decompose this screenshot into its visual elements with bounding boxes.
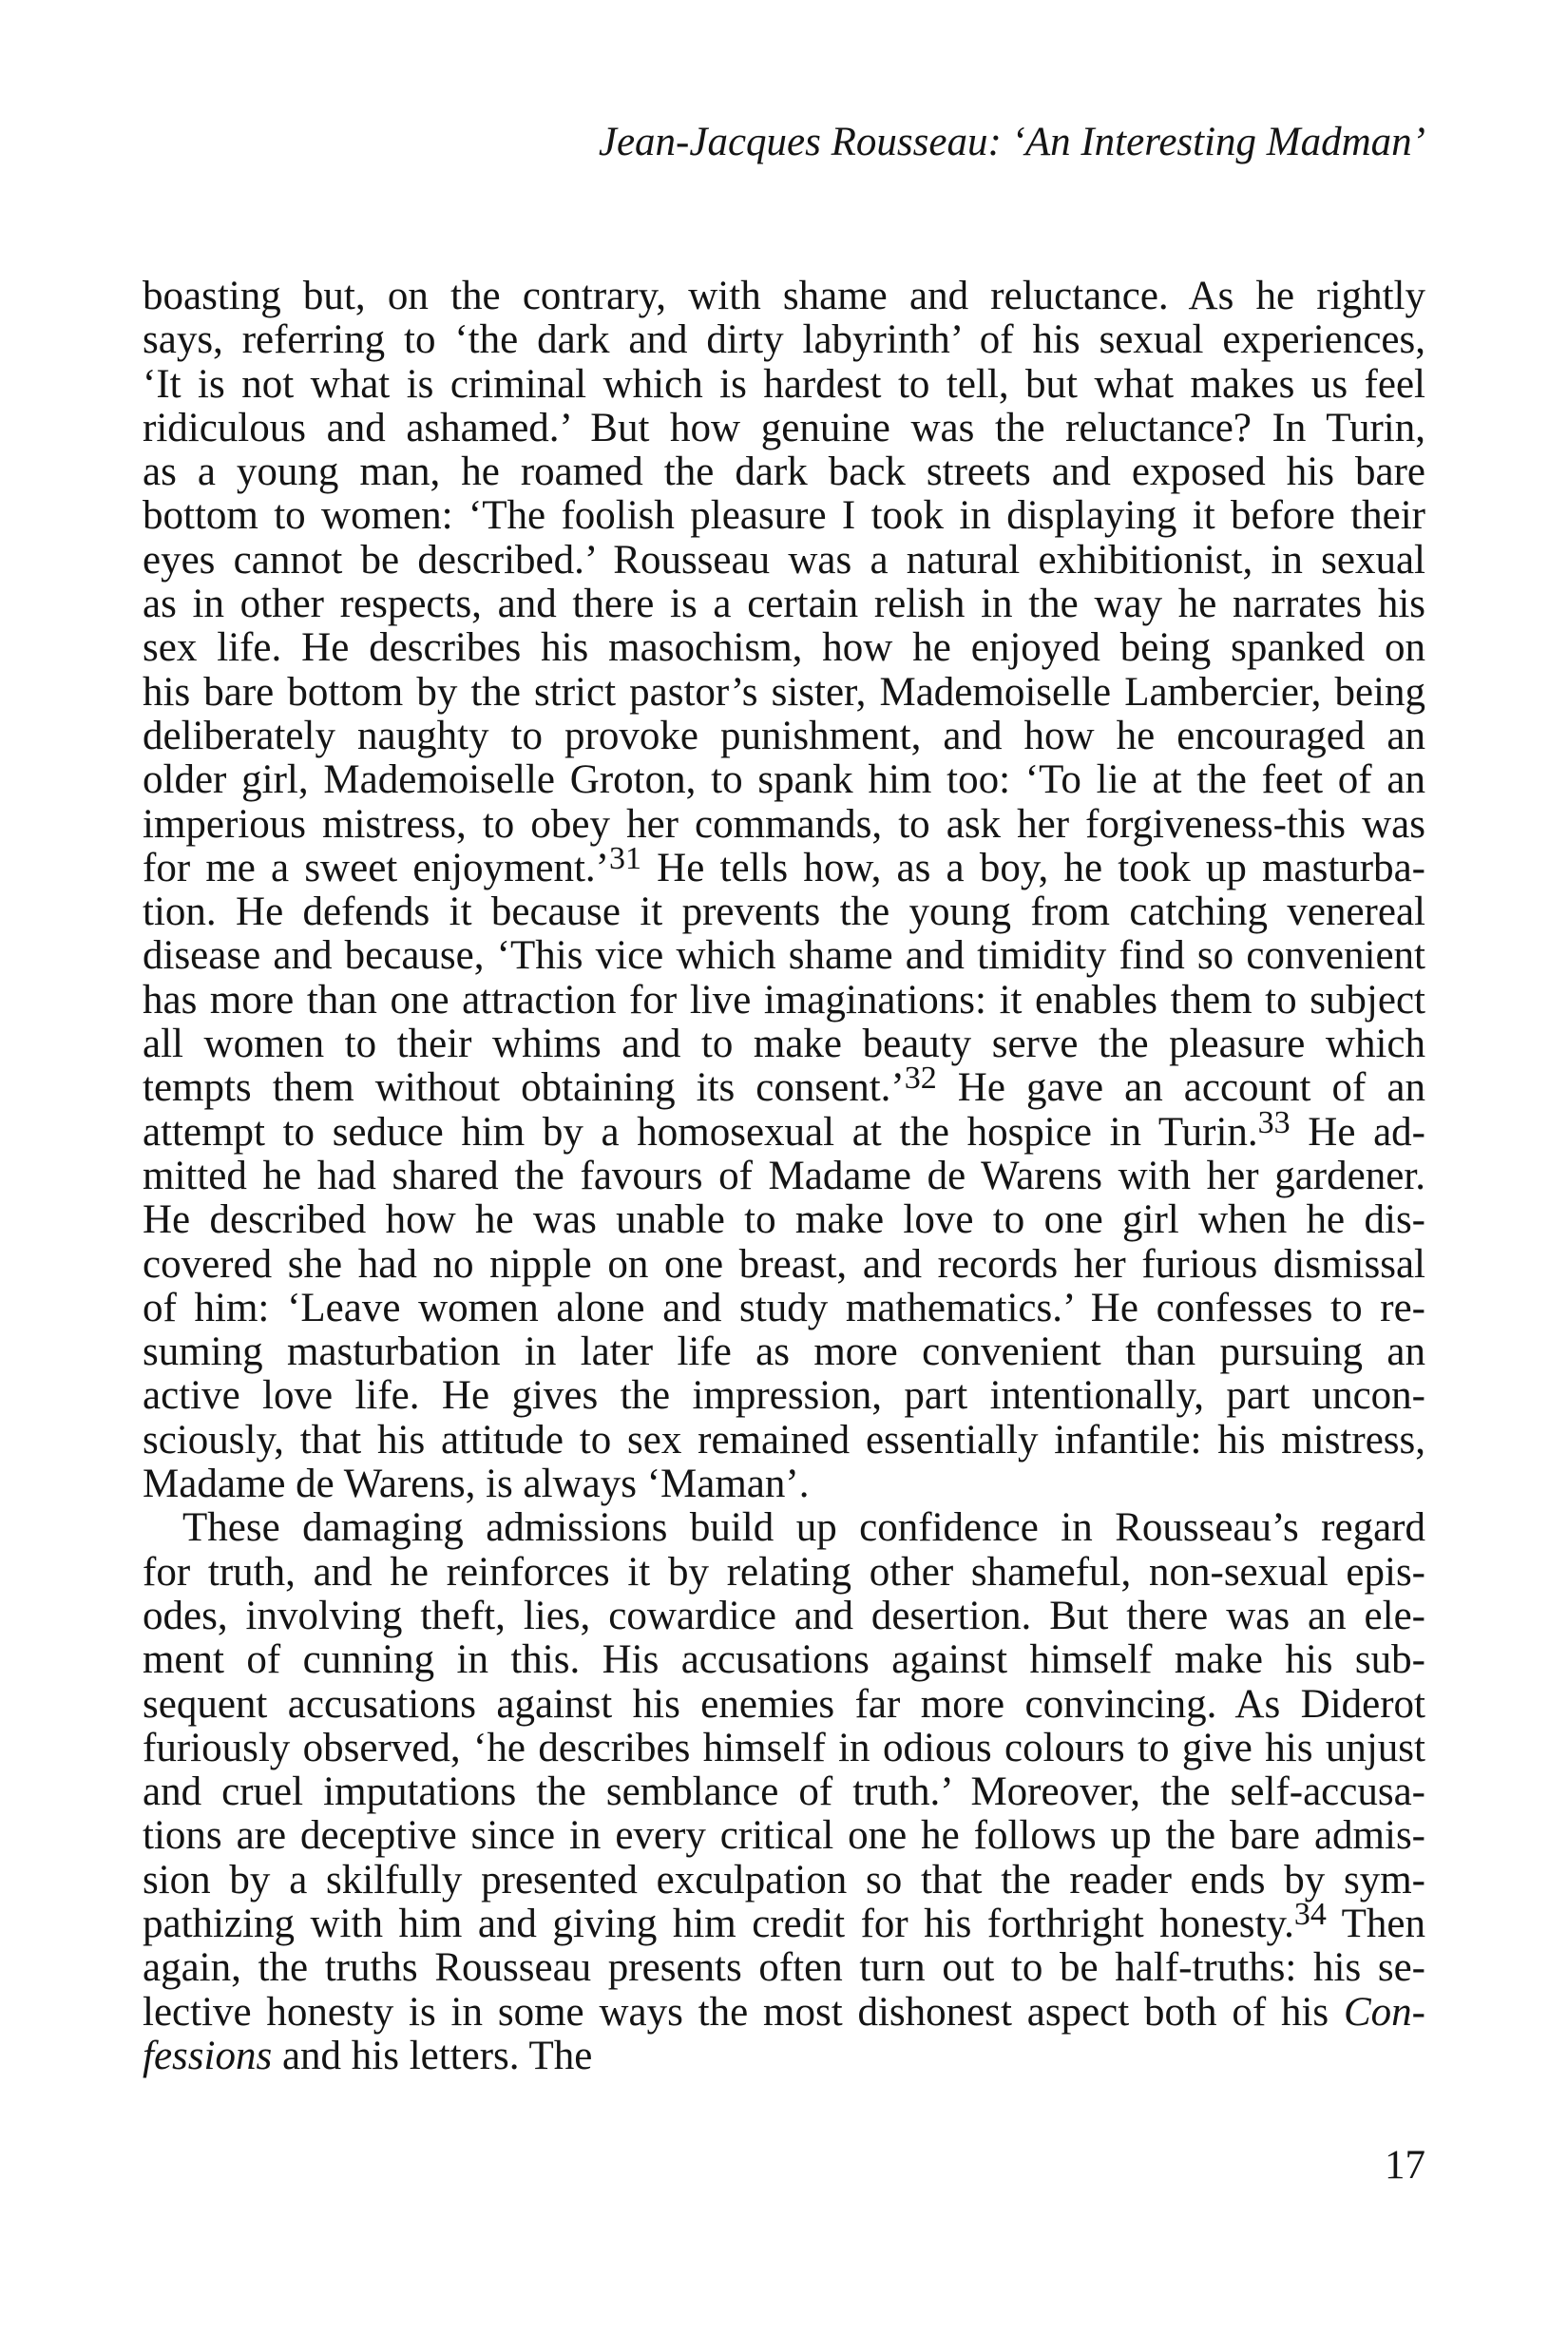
text-line — [143, 803, 1425, 847]
line-text-continued: He tells how, as a boy, he took up masturba- — [641, 845, 1426, 890]
line-text: sex life. He describes his masochism, how he enjoyed being spanked on — [143, 625, 1425, 671]
text-line — [143, 1814, 1425, 1858]
line-text: eyes cannot be described.’ Rousseau was a natural exhibitionist, in sexual — [143, 537, 1425, 583]
line-text: all women to their whims and to make beauty serve the pleasure which — [143, 1022, 1425, 1067]
text-line — [143, 1727, 1425, 1770]
line-text: as in other respects, and there is a certain relish in the way he narrates his — [143, 582, 1425, 627]
line-text: mitted he had shared the favours of Madame de Warens with her gardener. — [143, 1153, 1425, 1198]
line-text: attempt to seduce him by a homosexual at the hospice in Turin. — [143, 1109, 1258, 1155]
line-text: ridiculous and ashamed.’ But how genuine was the reluctance? In Turin, — [143, 405, 1425, 450]
text-line — [143, 583, 1425, 626]
text-line — [143, 758, 1425, 802]
line-text: lective honesty is in some ways the most dishonest aspect both of his — [143, 1989, 1344, 2035]
line-text: older girl, Mademoiselle Groton, to spank him too: ‘To lie at the feet of an — [143, 757, 1425, 803]
line-text: He described how he was unable to make love to one girl when he dis- — [143, 1197, 1425, 1243]
text-line — [143, 407, 1425, 450]
footnote-marker: 33 — [1257, 1104, 1291, 1140]
text-line — [143, 1859, 1425, 1903]
text-line — [143, 318, 1425, 362]
line-text: sequent accusations against his enemies far more convincing. As Diderot — [143, 1681, 1425, 1727]
footnote-marker: 34 — [1293, 1896, 1327, 1932]
page-number: 17 — [1385, 2143, 1425, 2188]
line-text: Madame de Warens, is always ‘Maman’. — [143, 1462, 810, 1507]
text-line — [143, 1463, 1425, 1506]
text-line — [143, 715, 1425, 758]
line-text-continued: He ad- — [1290, 1109, 1425, 1155]
text-line — [143, 2035, 1425, 2078]
line-text: sciously, that his attitude to sex remained essentially infantile: his mistress, — [143, 1417, 1425, 1463]
line-text: of him: ‘Leave women alone and study mathematics.’ He confesses to re- — [143, 1285, 1425, 1330]
text-line — [143, 1551, 1425, 1595]
line-text: again, the truths Rousseau presents often turn out to be half-truths: his se- — [143, 1945, 1425, 1991]
line-text: his bare bottom by the strict pastor’s sister, Mademoiselle Lambercier, being — [143, 669, 1425, 715]
line-text: covered she had no nipple on one breast, and records her furious dismissal — [143, 1241, 1425, 1287]
line-text: ‘It is not what is criminal which is hardest to tell, but what makes us feel — [143, 361, 1425, 407]
line-text: says, referring to ‘the dark and dirty labyrinth’ of his sexual experiences, — [143, 317, 1425, 363]
text-line — [143, 979, 1425, 1023]
text-line — [143, 934, 1425, 978]
text-line — [143, 494, 1425, 538]
text-line — [143, 1155, 1425, 1198]
text-line — [143, 1946, 1425, 1990]
line-text: and cruel imputations the semblance of truth.’ Moreover, the self-accusa- — [143, 1769, 1425, 1815]
line-text: has more than one attraction for live imaginations: it enables them to subject — [143, 977, 1425, 1023]
text-line — [143, 1330, 1425, 1374]
text-line — [143, 1104, 1425, 1155]
line-text: as a young man, he roamed the dark back streets and exposed his bare — [143, 449, 1425, 495]
line-text: suming masturbation in later life as more convenient than pursuing an — [143, 1329, 1425, 1375]
line-text: furiously observed, ‘he describes himself in odious colours to give his unjust — [143, 1725, 1425, 1770]
running-head: Jean-Jacques Rousseau: ‘An Interesting Madman’ — [598, 120, 1425, 164]
footnote-marker: 32 — [904, 1061, 937, 1097]
body-text — [143, 275, 1425, 2078]
text-line — [143, 1638, 1425, 1682]
line-text: tion. He defends it because it prevents the young from catching venereal — [143, 889, 1425, 935]
line-text: disease and because, ‘This vice which shame and timidity find so convenient — [143, 933, 1425, 979]
text-line — [143, 1991, 1425, 2035]
line-text: boasting but, on the contrary, with shame and reluctance. As he rightly — [143, 274, 1425, 318]
text-line — [143, 363, 1425, 407]
text-line — [143, 840, 1426, 890]
line-text-continued: He gave an account of an — [936, 1065, 1425, 1111]
text-line — [143, 275, 1425, 318]
text-line — [143, 539, 1425, 583]
text-line — [143, 1374, 1425, 1418]
line-text: imperious mistress, to obey her commands, to ask her forgiveness-this was — [143, 801, 1425, 847]
text-line — [143, 1595, 1425, 1638]
line-text: bottom to women: ‘The foolish pleasure I took in displaying it before their — [143, 493, 1425, 539]
text-line — [143, 1061, 1425, 1111]
line-text: odes, involving theft, lies, cowardice and desertion. But there was an ele- — [143, 1593, 1425, 1638]
text-line — [143, 1419, 1425, 1463]
text-line — [143, 1896, 1425, 1946]
line-text: tions are deceptive since in every critical one he follows up the bare admis- — [143, 1813, 1425, 1859]
text-line — [143, 1198, 1425, 1242]
text-line — [143, 1287, 1425, 1330]
text-line — [143, 890, 1425, 934]
text-line — [143, 1683, 1425, 1727]
text-line — [143, 1243, 1425, 1287]
line-text: pathizing with him and giving him credit for his forthright honesty. — [143, 1901, 1294, 1946]
line-text-continued: Then — [1326, 1901, 1425, 1946]
line-text-continued: and his letters. The — [272, 2033, 593, 2078]
text-line — [143, 1506, 1425, 1550]
line-text: deliberately naughty to provoke punishment, and how he encouraged an — [143, 713, 1425, 758]
line-text: active love life. He gives the impression, part intentionally, part uncon- — [143, 1373, 1425, 1419]
line-text: for me a sweet enjoyment.’ — [143, 845, 609, 890]
italic-title: Con- — [1344, 1989, 1425, 2035]
line-text: tempts them without obtaining its consent.’ — [143, 1065, 905, 1111]
line-text: ment of cunning in this. His accusations against himself make his sub- — [143, 1637, 1425, 1683]
line-text: sion by a skilfully presented exculpation so that the reader ends by sym- — [143, 1857, 1425, 1903]
text-line — [143, 450, 1425, 494]
text-line — [143, 1770, 1425, 1814]
text-line — [143, 671, 1425, 715]
italic-title: fessions — [143, 2033, 273, 2078]
text-line — [143, 626, 1425, 670]
line-text: for truth, and he reinforces it by relating other shameful, non-sexual epis- — [143, 1549, 1425, 1595]
footnote-marker: 31 — [609, 840, 641, 876]
text-line — [143, 1023, 1425, 1066]
line-text: These damaging admissions build up confidence in Rousseau’s regard — [182, 1505, 1425, 1551]
